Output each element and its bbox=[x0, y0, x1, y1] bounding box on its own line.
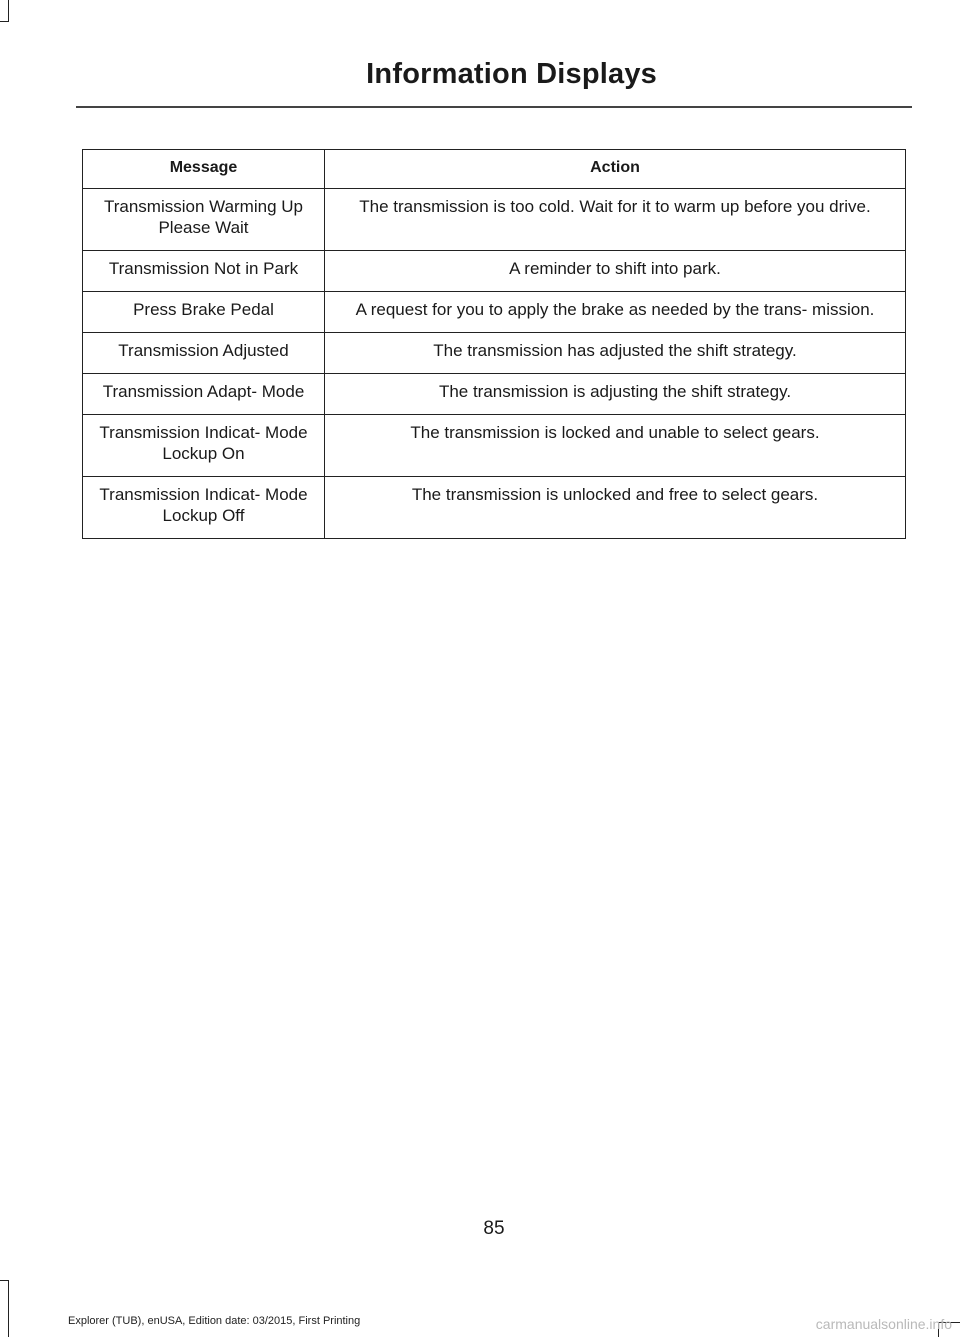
message-cell: Transmission Adjusted bbox=[83, 333, 325, 374]
table-row bbox=[83, 292, 906, 333]
message-cell: Transmission Adapt- Mode bbox=[83, 374, 325, 415]
crop-mark bbox=[0, 1280, 9, 1281]
table-row bbox=[83, 374, 906, 415]
header-divider bbox=[76, 106, 912, 108]
action-cell: A reminder to shift into park. bbox=[325, 251, 906, 292]
action-cell: The transmission is locked and unable to select gears. bbox=[325, 415, 906, 477]
action-cell: The transmission has adjusted the shift strategy. bbox=[325, 333, 906, 374]
crop-mark bbox=[8, 1280, 9, 1337]
page-number: 85 bbox=[483, 1218, 505, 1239]
message-cell: Transmission Warming Up Please Wait bbox=[83, 189, 325, 251]
column-header-action: Action bbox=[325, 150, 906, 189]
page-title: Information Displays bbox=[366, 58, 657, 90]
table-row bbox=[83, 251, 906, 292]
watermark: carmanualsonline.info bbox=[815, 1316, 952, 1332]
crop-mark bbox=[8, 0, 9, 22]
edition-footer: Explorer (TUB), enUSA, Edition date: 03/2015, First Printing bbox=[68, 1315, 361, 1327]
column-header-message: Message bbox=[83, 150, 325, 189]
action-cell: The transmission is adjusting the shift strategy. bbox=[325, 374, 906, 415]
table-row bbox=[83, 477, 906, 539]
action-cell: The transmission is too cold. Wait for it to warm up before you drive. bbox=[325, 189, 906, 251]
table-row bbox=[83, 415, 906, 477]
action-cell: The transmission is unlocked and free to select gears. bbox=[325, 477, 906, 539]
table-row bbox=[83, 189, 906, 251]
table-row bbox=[83, 333, 906, 374]
message-cell: Transmission Indicat- Mode Lockup On bbox=[83, 415, 325, 477]
table-header-row bbox=[83, 150, 906, 189]
message-action-table bbox=[82, 149, 906, 539]
message-cell: Transmission Not in Park bbox=[83, 251, 325, 292]
action-cell: A request for you to apply the brake as needed by the trans- mission. bbox=[325, 292, 906, 333]
crop-mark bbox=[0, 21, 9, 22]
message-cell: Transmission Indicat- Mode Lockup Off bbox=[83, 477, 325, 539]
message-cell: Press Brake Pedal bbox=[83, 292, 325, 333]
